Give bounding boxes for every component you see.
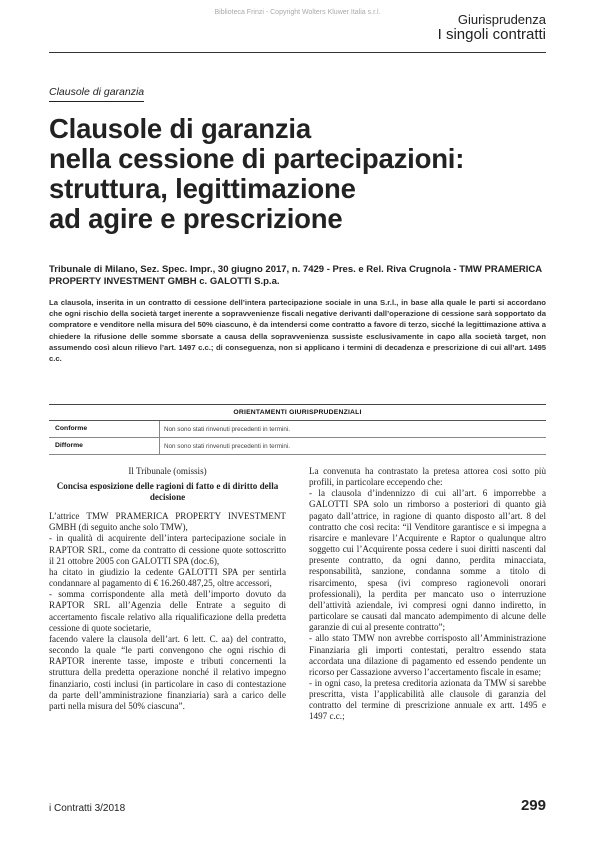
- title-line-3: struttura, legittimazione: [49, 173, 356, 204]
- orientamenti-heading: ORIENTAMENTI GIURISPRUDENZIALI: [49, 405, 546, 421]
- case-headnote: La clausola, inserita in un contratto di cessione dell’intera partecipazione sociale in una S.r.l., in base alla quale le parti si accordano che ogni rischio della società target inerente a sopravvenienze fiscali negative derivanti dall’operazione di cessione sarà sopportato da compratore e venditore nella misura del 50% ciascuno, è da intendersi come contratto a favore di terzo, sicché la legittimazione attiva a chiedere la rifusione delle somme sborsate a causa della sopravvenienza sussiste esclusivamente in capo alla società target, non assumendo così alcun rilievo l’art. 1497 c.c.; di conseguenza, non si applicano i termini di decadenza e prescrizione di cui all’art. 1495 c.c.: [49, 298, 546, 364]
- orientamenti-label: Difforme: [49, 438, 160, 454]
- page-number: 299: [520, 797, 546, 814]
- orientamenti-row-conforme: [49, 421, 546, 438]
- body-paragraph: La convenuta ha contrastato la pretesa attorea cosi sotto più profili, in particolare eccependo che:: [309, 466, 546, 488]
- copyright-watermark: Biblioteca Frinzi - Copyright Wolters Kluwer Italia s.r.l.: [214, 9, 381, 16]
- article-rubric: Clausole di garanzia: [49, 86, 144, 102]
- body-paragraph: - in ogni caso, la pretesa creditoria azionata da TMW si sarebbe prescritta, vista l’applicabilità alle clausole di garanzia del contratto del termine di prescrizione annuale ex artt. 1495 e 1497 c.c.;: [309, 677, 546, 722]
- case-citation: Tribunale di Milano, Sez. Spec. Impr., 30 giugno 2017, n. 7429 - Pres. e Rel. Riva Crugnola - TMW PRAMERICA PROPERTY INVESTMENT GMBH c. GALOTTI S.p.a.: [49, 264, 542, 287]
- body-paragraph: - allo stato TMW non avrebbe corrisposto all’Amministrazione Finanziaria gli importi contestati, peraltro essendo stata accordata una dilazione di pagamento ed essendo pendente un ricorso per Cassazione avverso l’accertamento fiscale in esame;: [309, 633, 546, 677]
- orientamenti-row-difforme: [49, 438, 546, 455]
- reasons-subheading: Concisa esposizione delle ragioni di fatto e di diritto della decisione: [56, 481, 279, 503]
- orientamenti-label: Conforme: [49, 421, 160, 437]
- body-paragraph: L’attrice TMW PRAMERICA PROPERTY INVESTMENT GMBH (di seguito anche solo TMW),: [49, 511, 286, 533]
- section-subcategory: I singoli contratti: [437, 25, 546, 43]
- section-category: Giurisprudenza: [457, 12, 546, 27]
- section-heading: [438, 13, 546, 42]
- orientamenti-text: Non sono stati rinvenuti precedenti in termini.: [164, 425, 291, 433]
- body-paragraph: - la clausola d’indennizzo di cui all’art. 6 imporrebbe a GALOTTI SPA solo un rimborso a posteriori di quanto già pagato dall’attrice, in ragione di quanto disposto all’art. 8 del contratto che così recita: “il Venditore garantisce e si impegna a risarcire e manlevare l’Acquirente e Raptor o qualunque altro soggetto cui l’Acquirente possa cedere i suoi diritti nascenti dal presente contratto, da ogni danno, perdita minacciata, responsabilità, sanzione, condanna somme a titolo di risarcimento, spesa (ivi compreso ragionevoli onorari professionali), la perdita per mancato uso o interruzione dell’attività aziendale, ivi compresi ogni danno indiretto, in particolare se causati dal mancato adempimento di alcune delle garanzie di cui al presente contratto”;: [309, 488, 546, 633]
- body-paragraph: facendo valere la clausola dell’art. 6 lett. C. aa) del contratto, secondo la quale “le parti convengono che ogni rischio di RAPTOR inerente tasse, imposte e tributi concernenti la struttura della predetta operazione nonché il relativo impegno finanziario, costi inclusi (in particolare in caso di contestazione da parte dell’amministrazione finanziaria) sarà a carico delle parti nella misura del 50% ciascuna”.: [49, 633, 286, 711]
- body-paragraph: ha citato in giudizio la cedente GALOTTI SPA per sentirla condannare al pagamento di € 16.260.487,25, oltre accessori,: [49, 566, 286, 589]
- orientamenti-text: Non sono stati rinvenuti precedenti in termini.: [164, 442, 291, 450]
- journal-issue: i Contratti 3/2018: [49, 803, 126, 814]
- body-column-right: [309, 466, 546, 723]
- title-line-1: Clausole di garanzia: [49, 113, 311, 144]
- article-title: [49, 114, 559, 234]
- title-line-2: nella cessione di partecipazioni:: [49, 143, 465, 174]
- orientamenti-table: [49, 404, 546, 455]
- tribunale-heading: Il Tribunale (omissis): [128, 466, 207, 476]
- header-rule: [49, 52, 546, 53]
- body-paragraph: - in qualità di acquirente dell’intera partecipazione sociale in RAPTOR SRL, come da contratto di cessione quote sottoscritto il 21 ottobre 2005 con GALOTTI SPA (doc.6),: [49, 533, 286, 566]
- body-column-left: [49, 466, 286, 712]
- title-line-4: ad agire e prescrizione: [49, 203, 343, 234]
- body-paragraph: - somma corrispondente alla metà dell’importo dovuto da RAPTOR SRL all’Agenzia delle Entrate a seguito di accertamento fiscale relativo alla riqualificazione della predetta cessione di quote societarie,: [49, 589, 286, 633]
